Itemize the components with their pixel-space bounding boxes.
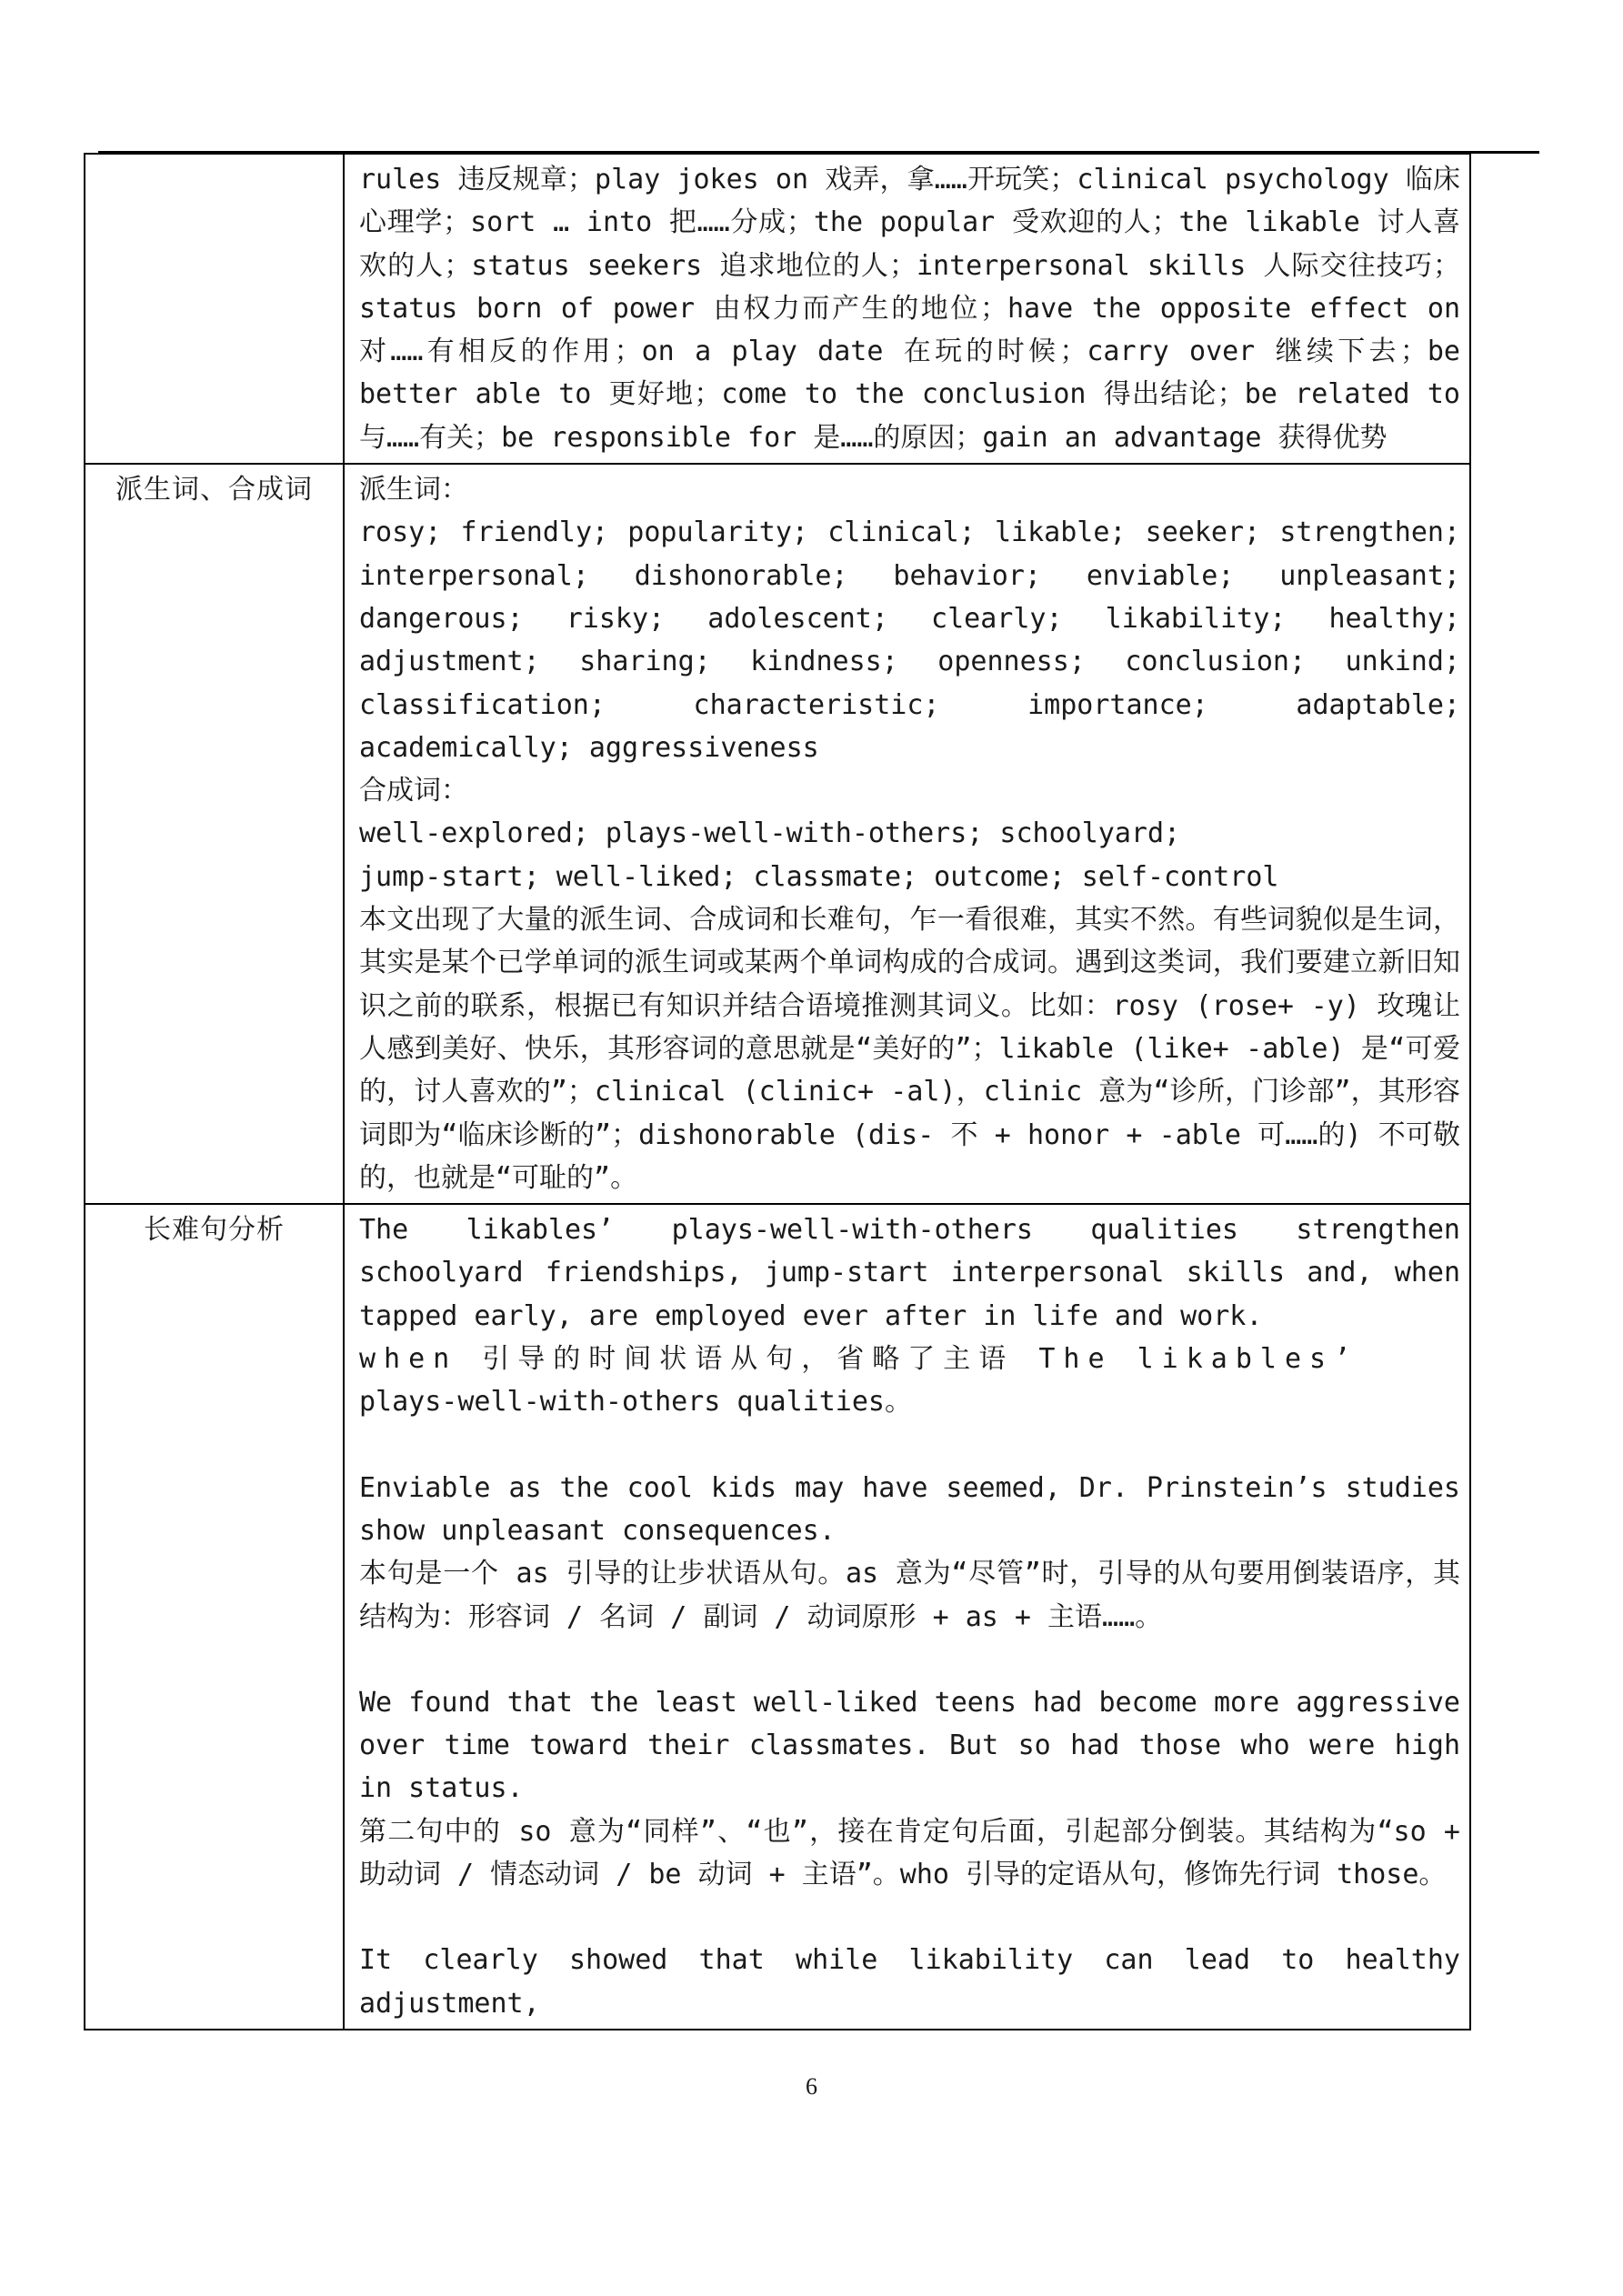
word-formation-cell [344,464,1470,1204]
derived-words-list: rosy; friendly; popularity; clinical; likable; seeker; strengthen; interpersonal; dishonorable; behavior; enviable; unpleasant; dangerous; risky; adolescent; clearly; likability; healthy; adjustment; sharing; kindness; openness; conclusion; unkind; classification; characteristic; importance; adaptable; academically; aggressiveness [359,516,1460,764]
spacer [359,1639,1460,1681]
spacer [359,1896,1460,1939]
sentence-1-analysis: when 引导的时间状语从句，省略了主语 The likables’ [359,1343,1359,1376]
sentence-4: It clearly showed that while likability can lead to healthy adjustment, [359,1944,1460,2020]
compound-words-line-2: jump-start; well-liked; classmate; outcome; self-control [359,860,1279,893]
row-label-word-formation: 派生词、合成词 [85,464,344,1204]
sentence-2: Enviable as the cool kids may have seemed, Dr. Prinstein’s studies show unpleasant consequences. [359,1471,1460,1547]
table-row-word-formation [85,464,1470,1204]
sentence-3: We found that the least well-liked teens had become more aggressive over time toward their classmates. But so had those who were high in status. [359,1686,1460,1805]
sentence-3-analysis: 第二句中的 so 意为“同样”、“也”，接在肯定句后面，引起部分倒装。其结构为“so + 助动词 / 情态动词 / be 动词 + 主语”。who 引导的定语从句，修饰先行词 those。 [359,1815,1460,1890]
row-label-phrases [85,154,344,464]
sentence-2-analysis: 本句是一个 as 引导的让步状语从句。as 意为“尽管”时，引导的从句要用倒装语序，其结构为：形容词 / 名词 / 副词 / 动词原形 + as + 主语……。 [359,1558,1460,1633]
phrases-text: rules 违反规章；play jokes on 戏弄，拿……开玩笑；clinical psychology 临床心理学；sort … into 把……分成；the popular 受欢迎的人；the likable 讨人喜欢的人；status seekers 追求地位的人；interpersonal skills 人际交往技巧；status born of power 由权力而产生的地位；have the opposite effect on 对……有相反的作用；on a play date 在玩的时候；carry over 继续下去；be better able to 更好地；come to the conclusion 得出结论；be related to 与……有关；be responsible for 是……的原因；gain an advantage 获得优势 [359,164,1460,454]
compound-words-line-1: well-explored; plays-well-with-others; schoolyard; [359,817,1181,850]
sentence-1: The likables’ plays-well-with-others qualities strengthen schoolyard friendships, jump-start interpersonal skills and, when tapped early, are employed ever after in life and work. [359,1214,1460,1332]
phrases-cell [344,154,1470,464]
page-number: 6 [806,2073,817,2100]
row-label-long-sentences: 长难句分析 [85,1204,344,2030]
table-row-phrases [85,154,1470,464]
compound-words-heading: 合成词： [359,775,468,807]
long-sentences-cell [344,1204,1470,2030]
sentence-1-analysis-continued: plays-well-with-others qualities。 [359,1386,912,1419]
spacer [359,1424,1460,1467]
vocabulary-analysis-table [84,153,1471,2030]
table-row-long-sentences [85,1204,1470,2030]
word-formation-explanation: 本文出现了大量的派生词、合成词和长难句，乍一看很难，其实不然。有些词貌似是生词，其实是某个已学单词的派生词或某两个单词构成的合成词。遇到这类词，我们要建立新旧知识之前的联系，根据已有知识并结合语境推测其词义。比如：rosy (rose+ -y) 玫瑰让人感到美好、快乐，其形容词的意思就是“美好的”；likable (like+ -able) 是“可爱的，讨人喜欢的”；clinical (clinic+ -al)，clinic 意为“诊所，门诊部”，其形容词即为“临床诊断的”；dishonorable (dis- 不 + honor + -able 可……的) 不可敬的，也就是“可耻的”。 [359,904,1460,1194]
derived-words-heading: 派生词： [359,474,468,506]
